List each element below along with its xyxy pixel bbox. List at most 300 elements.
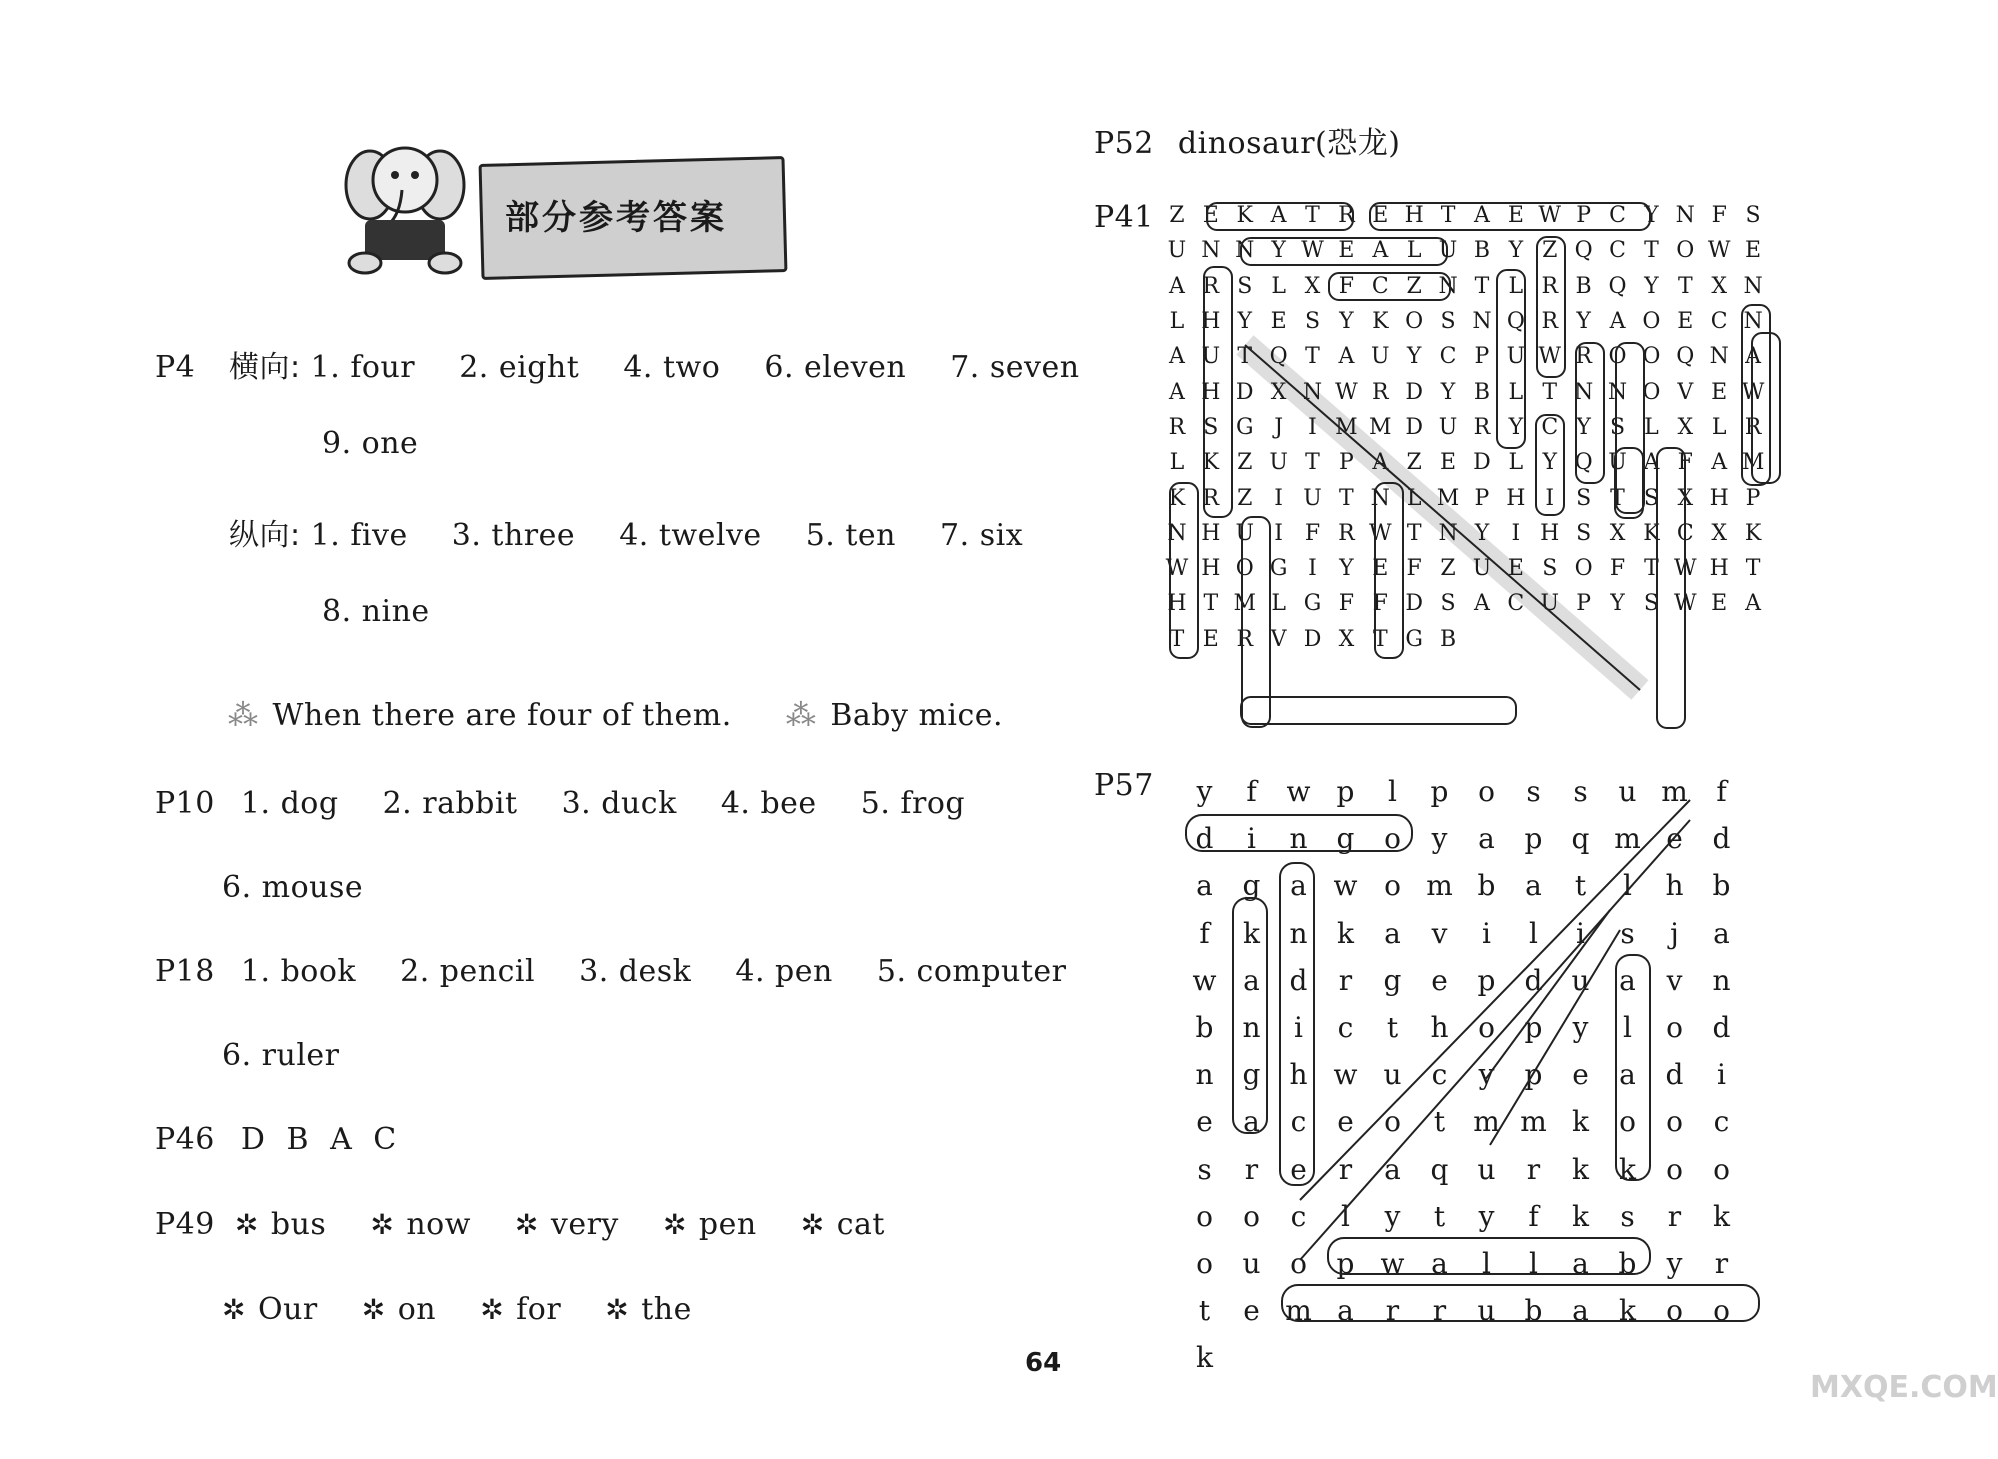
grid-letter: l bbox=[1529, 1246, 1538, 1280]
grid-letter: F bbox=[1711, 203, 1727, 229]
answer-word: for bbox=[516, 1292, 562, 1327]
grid-letter: U bbox=[1608, 450, 1627, 476]
grid-letter: E bbox=[1202, 626, 1219, 652]
grid-letter: o bbox=[1243, 1199, 1260, 1233]
grid-letter: o bbox=[1290, 1246, 1307, 1280]
grid-letter: y bbox=[1572, 1011, 1589, 1045]
grid-letter: m bbox=[1426, 869, 1453, 903]
grid-letter: n bbox=[1289, 822, 1308, 856]
grid-letter: m bbox=[1520, 1105, 1547, 1139]
grid-letter: R bbox=[1372, 379, 1389, 405]
grid-letter: e bbox=[1243, 1294, 1260, 1328]
across-continued: 9. one bbox=[322, 426, 419, 461]
mascot-elephant-icon bbox=[340, 135, 470, 275]
grid-letter: p bbox=[1477, 963, 1496, 997]
grid-letter: M bbox=[1741, 450, 1765, 476]
grid-letter: R bbox=[1575, 344, 1592, 370]
answer-item: 3. duck bbox=[561, 786, 677, 821]
grid-letter: M bbox=[1369, 414, 1392, 440]
grid-letter: L bbox=[1508, 273, 1524, 299]
grid-letter: W bbox=[1538, 203, 1562, 229]
grid-letter: Y bbox=[1576, 414, 1591, 440]
grid-letter: r bbox=[1432, 1294, 1447, 1328]
grid-letter: D bbox=[1303, 626, 1322, 652]
grid-letter: a bbox=[1525, 869, 1542, 903]
grid-letter: S bbox=[1440, 591, 1456, 617]
grid-letter: I bbox=[1274, 520, 1283, 546]
grid-letter: N bbox=[1370, 485, 1390, 511]
star-icon: ✲ bbox=[480, 1293, 505, 1326]
grid-letter: H bbox=[1201, 556, 1221, 582]
grid-letter: l bbox=[1529, 916, 1538, 950]
grid-letter: P bbox=[1745, 485, 1761, 511]
grid-letter: H bbox=[1201, 520, 1221, 546]
grid-letter: L bbox=[1508, 379, 1524, 405]
grid-letter: a bbox=[1196, 869, 1213, 903]
star-icon: ✲ bbox=[370, 1208, 395, 1241]
grid-letter: g bbox=[1242, 1058, 1261, 1092]
grid-letter: q bbox=[1571, 822, 1590, 856]
grid-letter: Z bbox=[1406, 273, 1422, 299]
grid-letter: P bbox=[1576, 591, 1592, 617]
grid-letter: Y bbox=[1576, 309, 1591, 335]
grid-letter: E bbox=[1745, 238, 1762, 264]
grid-letter: e bbox=[1431, 963, 1448, 997]
grid-letter: N bbox=[1235, 238, 1255, 264]
grid-letter: T bbox=[1305, 344, 1320, 370]
grid-letter: w bbox=[1333, 1058, 1358, 1092]
grid-letter: d bbox=[1289, 963, 1308, 997]
grid-letter: F bbox=[1406, 556, 1422, 582]
grid-letter: e bbox=[1337, 1105, 1354, 1139]
grid-letter: l bbox=[1623, 869, 1632, 903]
down-item: 4. twelve bbox=[619, 518, 762, 553]
down-item: 5. ten bbox=[805, 518, 896, 553]
grid-letter: u bbox=[1383, 1058, 1402, 1092]
grid-letter: k bbox=[1619, 1294, 1636, 1328]
grid-letter: I bbox=[1545, 485, 1555, 511]
grid-letter: K bbox=[1372, 309, 1389, 335]
grid-letter: v bbox=[1431, 916, 1448, 950]
grid-letter: T bbox=[1305, 203, 1320, 229]
grid-letter: e bbox=[1572, 1058, 1589, 1092]
p52-row bbox=[1094, 118, 1400, 162]
grid-letter: E bbox=[1440, 450, 1457, 476]
grid-letter: E bbox=[1507, 556, 1524, 582]
grid-letter: r bbox=[1667, 1199, 1682, 1233]
grid-letter: y bbox=[1196, 775, 1213, 809]
across-item: 6. eleven bbox=[764, 350, 907, 385]
grid-letter: N bbox=[1743, 309, 1763, 335]
grid-letter: g bbox=[1383, 963, 1402, 997]
answer-item: 3. desk bbox=[579, 954, 692, 989]
grid-letter: W bbox=[1165, 556, 1189, 582]
grid-letter: j bbox=[1670, 916, 1679, 950]
grid-letter: A bbox=[1338, 344, 1355, 370]
grid-letter: f bbox=[1528, 1199, 1539, 1233]
grid-letter: y bbox=[1478, 1199, 1495, 1233]
grid-letter: k bbox=[1572, 1152, 1589, 1186]
grid-letter: N bbox=[1607, 379, 1628, 405]
grid-letter: k bbox=[1572, 1199, 1589, 1233]
grid-letter: m bbox=[1614, 822, 1641, 856]
grid-letter: s bbox=[1197, 1152, 1212, 1186]
grid-letter: A bbox=[1609, 309, 1626, 335]
grid-letter: F bbox=[1609, 556, 1626, 582]
grid-letter: o bbox=[1666, 1294, 1683, 1328]
grid-letter: b bbox=[1618, 1246, 1637, 1280]
grid-letter: t bbox=[1574, 869, 1587, 903]
answer-outline bbox=[1241, 697, 1516, 724]
grid-letter: c bbox=[1290, 1199, 1307, 1233]
grid-letter: w bbox=[1286, 775, 1311, 809]
grid-letter: a bbox=[1290, 869, 1307, 903]
p18-label: P18 bbox=[155, 954, 215, 989]
grid-letter: Q bbox=[1506, 309, 1525, 335]
grid-letter: p bbox=[1336, 775, 1355, 809]
p52-answer: dinosaur(恐龙) bbox=[1177, 126, 1401, 161]
grid-letter: o bbox=[1384, 869, 1401, 903]
grid-letter: k bbox=[1243, 916, 1260, 950]
grid-letter: m bbox=[1285, 1294, 1312, 1328]
grid-letter: C bbox=[1676, 520, 1694, 546]
grid-letter: e bbox=[1666, 822, 1683, 856]
grid-letter: U bbox=[1167, 238, 1187, 264]
grid-letter: L bbox=[1711, 414, 1727, 440]
grid-letter: A bbox=[1169, 344, 1185, 370]
grid-letter: W bbox=[1673, 591, 1697, 617]
grid-letter: F bbox=[1338, 591, 1355, 617]
grid-letter: X bbox=[1677, 485, 1694, 511]
riddle-answer: Baby mice. bbox=[830, 698, 1004, 733]
across-label: 横向: bbox=[229, 350, 301, 385]
p10-continued: 6. mouse bbox=[222, 870, 364, 905]
grid-letter: H bbox=[1404, 203, 1424, 229]
answer-word: cat bbox=[836, 1207, 885, 1242]
grid-letter: O bbox=[1574, 556, 1593, 582]
grid-letter: l bbox=[1482, 1246, 1491, 1280]
grid-letter: D bbox=[1235, 379, 1254, 405]
grid-letter: A bbox=[1372, 238, 1389, 264]
grid-letter: M bbox=[1233, 591, 1256, 617]
star-icon: ✲ bbox=[222, 1293, 246, 1326]
answer-item: 5. frog bbox=[860, 786, 966, 821]
grid-letter: K bbox=[1168, 485, 1186, 511]
grid-letter: n bbox=[1712, 963, 1731, 997]
grid-letter: X bbox=[1677, 414, 1694, 440]
grid-letter: W bbox=[1301, 238, 1324, 264]
grid-letter: d bbox=[1524, 963, 1543, 997]
grid-letter: b bbox=[1195, 1011, 1214, 1045]
p18-row bbox=[155, 954, 1067, 989]
grid-letter: K bbox=[1744, 520, 1762, 546]
grid-letter: f bbox=[1246, 775, 1257, 809]
grid-letter: y bbox=[1431, 822, 1448, 856]
across-item: 1. four bbox=[310, 350, 416, 385]
grid-letter: T bbox=[1203, 591, 1219, 617]
grid-letter: l bbox=[1388, 775, 1397, 809]
grid-letter: S bbox=[1643, 591, 1659, 617]
grid-letter: N bbox=[1201, 238, 1221, 264]
grid-letter: I bbox=[1511, 520, 1521, 546]
grid-letter: I bbox=[1274, 485, 1283, 511]
grid-letter: U bbox=[1269, 450, 1288, 476]
grid-letter: h bbox=[1289, 1058, 1308, 1092]
grid-letter: U bbox=[1472, 556, 1492, 582]
grid-letter: c bbox=[1337, 1011, 1354, 1045]
grid-letter: T bbox=[1610, 485, 1625, 511]
grid-letter: r bbox=[1338, 963, 1353, 997]
answer-word: bus bbox=[270, 1207, 327, 1242]
grid-letter: o bbox=[1713, 1294, 1730, 1328]
grid-letter: S bbox=[1643, 485, 1659, 511]
p49-row bbox=[155, 1207, 885, 1242]
grid-letter: E bbox=[1711, 379, 1728, 405]
grid-letter: y bbox=[1478, 1058, 1495, 1092]
grid-letter: L bbox=[1406, 238, 1422, 264]
grid-letter: X bbox=[1304, 273, 1321, 299]
grid-letter: C bbox=[1507, 591, 1525, 617]
grid-letter: a bbox=[1572, 1294, 1589, 1328]
grid-letter: k bbox=[1196, 1341, 1213, 1375]
p41-label: P41 bbox=[1094, 200, 1154, 235]
grid-letter: d bbox=[1195, 822, 1214, 856]
grid-letter: g bbox=[1242, 869, 1261, 903]
page-title: 部分参考答案 bbox=[505, 198, 727, 238]
grid-letter: u bbox=[1242, 1246, 1261, 1280]
p46-answer: D B A C bbox=[240, 1122, 403, 1157]
watermark: MXQE.COM bbox=[1810, 1370, 1998, 1405]
grid-letter: s bbox=[1573, 775, 1588, 809]
grid-letter: N bbox=[1675, 203, 1695, 229]
grid-letter: T bbox=[1372, 626, 1388, 652]
grid-letter: W bbox=[1673, 556, 1697, 582]
answer-word: the bbox=[641, 1292, 692, 1327]
grid-letter: E bbox=[1711, 591, 1728, 617]
grid-letter: i bbox=[1294, 1011, 1303, 1045]
grid-letter: X bbox=[1711, 520, 1728, 546]
grid-letter: T bbox=[1339, 485, 1354, 511]
grid-letter: o bbox=[1384, 1105, 1401, 1139]
across-item: 7. seven bbox=[950, 350, 1080, 385]
grid-letter: n bbox=[1242, 1011, 1261, 1045]
grid-letter: G bbox=[1303, 591, 1322, 617]
grid-letter: P bbox=[1338, 450, 1354, 476]
grid-letter: d bbox=[1665, 1058, 1684, 1092]
grid-letter: o bbox=[1384, 822, 1401, 856]
grid-letter: i bbox=[1576, 916, 1585, 950]
grid-letter: C bbox=[1609, 238, 1626, 264]
grid-letter: p bbox=[1524, 822, 1543, 856]
p46-row bbox=[155, 1122, 402, 1157]
grid-letter: y bbox=[1384, 1199, 1401, 1233]
grid-letter: O bbox=[1642, 344, 1661, 370]
grid-letter: s bbox=[1620, 916, 1635, 950]
grid-letter: R bbox=[1541, 309, 1559, 335]
answer-word: pen bbox=[698, 1207, 757, 1242]
grid-letter: e bbox=[1290, 1152, 1307, 1186]
grid-letter: f bbox=[1199, 916, 1210, 950]
grid-letter: R bbox=[1473, 414, 1491, 440]
grid-letter: E bbox=[1270, 309, 1287, 335]
grid-letter: T bbox=[1745, 556, 1761, 582]
grid-letter: Z bbox=[1542, 238, 1558, 264]
grid-letter: B bbox=[1575, 273, 1592, 299]
grid-letter: A bbox=[1372, 450, 1389, 476]
answer-word: now bbox=[406, 1207, 471, 1242]
grid-letter: A bbox=[1711, 450, 1728, 476]
grid-letter: G bbox=[1235, 414, 1254, 440]
star-icon: ✲ bbox=[361, 1293, 386, 1326]
star-icon: ✲ bbox=[514, 1208, 539, 1241]
grid-letter: o bbox=[1478, 775, 1495, 809]
grid-letter: H bbox=[1201, 309, 1221, 335]
star-icon: ✲ bbox=[234, 1208, 259, 1241]
grid-letter: N bbox=[1472, 309, 1492, 335]
grid-letter: H bbox=[1167, 591, 1187, 617]
p41-word-search-grid bbox=[1160, 198, 1770, 657]
p4-down-row bbox=[229, 510, 1023, 554]
p49-row2 bbox=[222, 1292, 692, 1327]
grid-letter: S bbox=[1576, 485, 1592, 511]
grid-letter: W bbox=[1741, 379, 1765, 405]
grid-letter: K bbox=[1236, 203, 1253, 229]
grid-letter: Q bbox=[1608, 273, 1627, 299]
grid-letter: Z bbox=[1406, 450, 1422, 476]
grid-letter: R bbox=[1338, 520, 1355, 546]
grid-letter: U bbox=[1438, 238, 1458, 264]
grid-letter: J bbox=[1274, 414, 1284, 440]
down-item: 1. five bbox=[310, 518, 408, 553]
grid-letter: S bbox=[1609, 414, 1626, 440]
grid-letter: H bbox=[1506, 485, 1526, 511]
grid-letter: P bbox=[1474, 485, 1490, 511]
grid-letter: n bbox=[1289, 916, 1308, 950]
riddle-answer: When there are four of them. bbox=[272, 698, 732, 733]
answer-item: 1. book bbox=[240, 954, 357, 989]
grid-letter: u bbox=[1477, 1152, 1496, 1186]
grid-letter: G bbox=[1405, 626, 1423, 652]
p46-label: P46 bbox=[155, 1122, 215, 1157]
grid-letter: I bbox=[1308, 414, 1317, 440]
grid-letter: a bbox=[1572, 1246, 1589, 1280]
grid-letter: T bbox=[1169, 626, 1185, 652]
grid-letter: Y bbox=[1508, 238, 1524, 264]
grid-letter: E bbox=[1507, 203, 1524, 229]
grid-letter: Y bbox=[1237, 309, 1252, 335]
across-item: 2. eight bbox=[459, 350, 580, 385]
grid-letter: C bbox=[1371, 273, 1389, 299]
grid-letter: T bbox=[1305, 450, 1320, 476]
grid-letter: T bbox=[1644, 556, 1659, 582]
grid-letter: Z bbox=[1237, 450, 1253, 476]
answer-item: 4. pen bbox=[735, 954, 833, 989]
grid-letter: S bbox=[1576, 520, 1592, 546]
p4-label: P4 bbox=[155, 350, 196, 385]
grid-letter: t bbox=[1433, 1105, 1446, 1139]
grid-letter: I bbox=[1308, 556, 1317, 582]
grid-letter: b bbox=[1524, 1294, 1543, 1328]
grid-letter: W bbox=[1368, 520, 1392, 546]
grid-letter: Y bbox=[1644, 273, 1659, 299]
across-item: 4. two bbox=[623, 350, 721, 385]
grid-letter: A bbox=[1745, 344, 1762, 370]
grid-letter: k bbox=[1572, 1105, 1589, 1139]
grid-letter: d bbox=[1712, 822, 1731, 856]
grid-letter: N bbox=[1167, 520, 1187, 546]
grid-letter: a bbox=[1478, 822, 1495, 856]
grid-letter: X bbox=[1711, 273, 1728, 299]
grid-letter: p bbox=[1524, 1011, 1543, 1045]
grid-letter: S bbox=[1440, 309, 1456, 335]
grid-letter: f bbox=[1716, 775, 1727, 809]
grid-letter: R bbox=[1338, 203, 1355, 229]
grid-letter: A bbox=[1745, 591, 1762, 617]
grid-letter: l bbox=[1623, 1011, 1632, 1045]
grid-letter: Y bbox=[1474, 520, 1490, 546]
grid-letter: T bbox=[1440, 203, 1456, 229]
grid-letter: T bbox=[1677, 273, 1693, 299]
grid-letter: H bbox=[1709, 485, 1729, 511]
answer-item: 2. rabbit bbox=[382, 786, 518, 821]
grid-letter: D bbox=[1405, 379, 1423, 405]
grid-letter: k bbox=[1713, 1199, 1730, 1233]
grid-letter: O bbox=[1676, 238, 1695, 264]
grid-letter: B bbox=[1473, 238, 1491, 264]
grid-letter: o bbox=[1478, 1011, 1495, 1045]
grid-letter: a bbox=[1384, 916, 1401, 950]
grid-letter: W bbox=[1707, 238, 1731, 264]
grid-letter: L bbox=[1406, 485, 1422, 511]
star-icon: ✲ bbox=[800, 1208, 825, 1241]
grid-letter: G bbox=[1269, 556, 1288, 582]
answer-word: Our bbox=[257, 1292, 318, 1327]
grid-letter: E bbox=[1338, 238, 1355, 264]
grid-letter: P bbox=[1474, 344, 1490, 370]
grid-letter: S bbox=[1203, 414, 1219, 440]
grid-letter: a bbox=[1337, 1294, 1354, 1328]
grid-letter: o bbox=[1666, 1105, 1683, 1139]
grid-letter: p bbox=[1524, 1058, 1543, 1092]
grid-letter: S bbox=[1237, 273, 1253, 299]
grid-letter: X bbox=[1338, 626, 1355, 652]
grid-letter: Q bbox=[1269, 344, 1288, 370]
grid-letter: Y bbox=[1406, 344, 1422, 370]
grid-letter: L bbox=[1169, 450, 1185, 476]
grid-letter: T bbox=[1237, 344, 1253, 370]
grid-letter: P bbox=[1576, 203, 1592, 229]
grid-letter: W bbox=[1335, 379, 1358, 405]
grid-letter: r bbox=[1244, 1152, 1259, 1186]
grid-letter: S bbox=[1542, 556, 1558, 582]
p52-label: P52 bbox=[1094, 126, 1154, 161]
grid-letter: i bbox=[1247, 822, 1256, 856]
grid-letter: E bbox=[1372, 203, 1389, 229]
grid-letter: E bbox=[1677, 309, 1694, 335]
grid-letter: N bbox=[1709, 344, 1729, 370]
grid-letter: U bbox=[1438, 414, 1458, 440]
grid-letter: l bbox=[1341, 1199, 1350, 1233]
riddle-row bbox=[228, 698, 1003, 733]
answer-item: 1. dog bbox=[240, 786, 339, 821]
p57-word-search-grid bbox=[1181, 768, 1745, 1381]
grid-letter: a bbox=[1619, 1058, 1636, 1092]
grid-letter: C bbox=[1541, 414, 1559, 440]
grid-letter: N bbox=[1438, 520, 1458, 546]
down-label: 纵向: bbox=[229, 518, 301, 553]
grid-letter: Z bbox=[1169, 203, 1185, 229]
grid-letter: T bbox=[1542, 379, 1558, 405]
